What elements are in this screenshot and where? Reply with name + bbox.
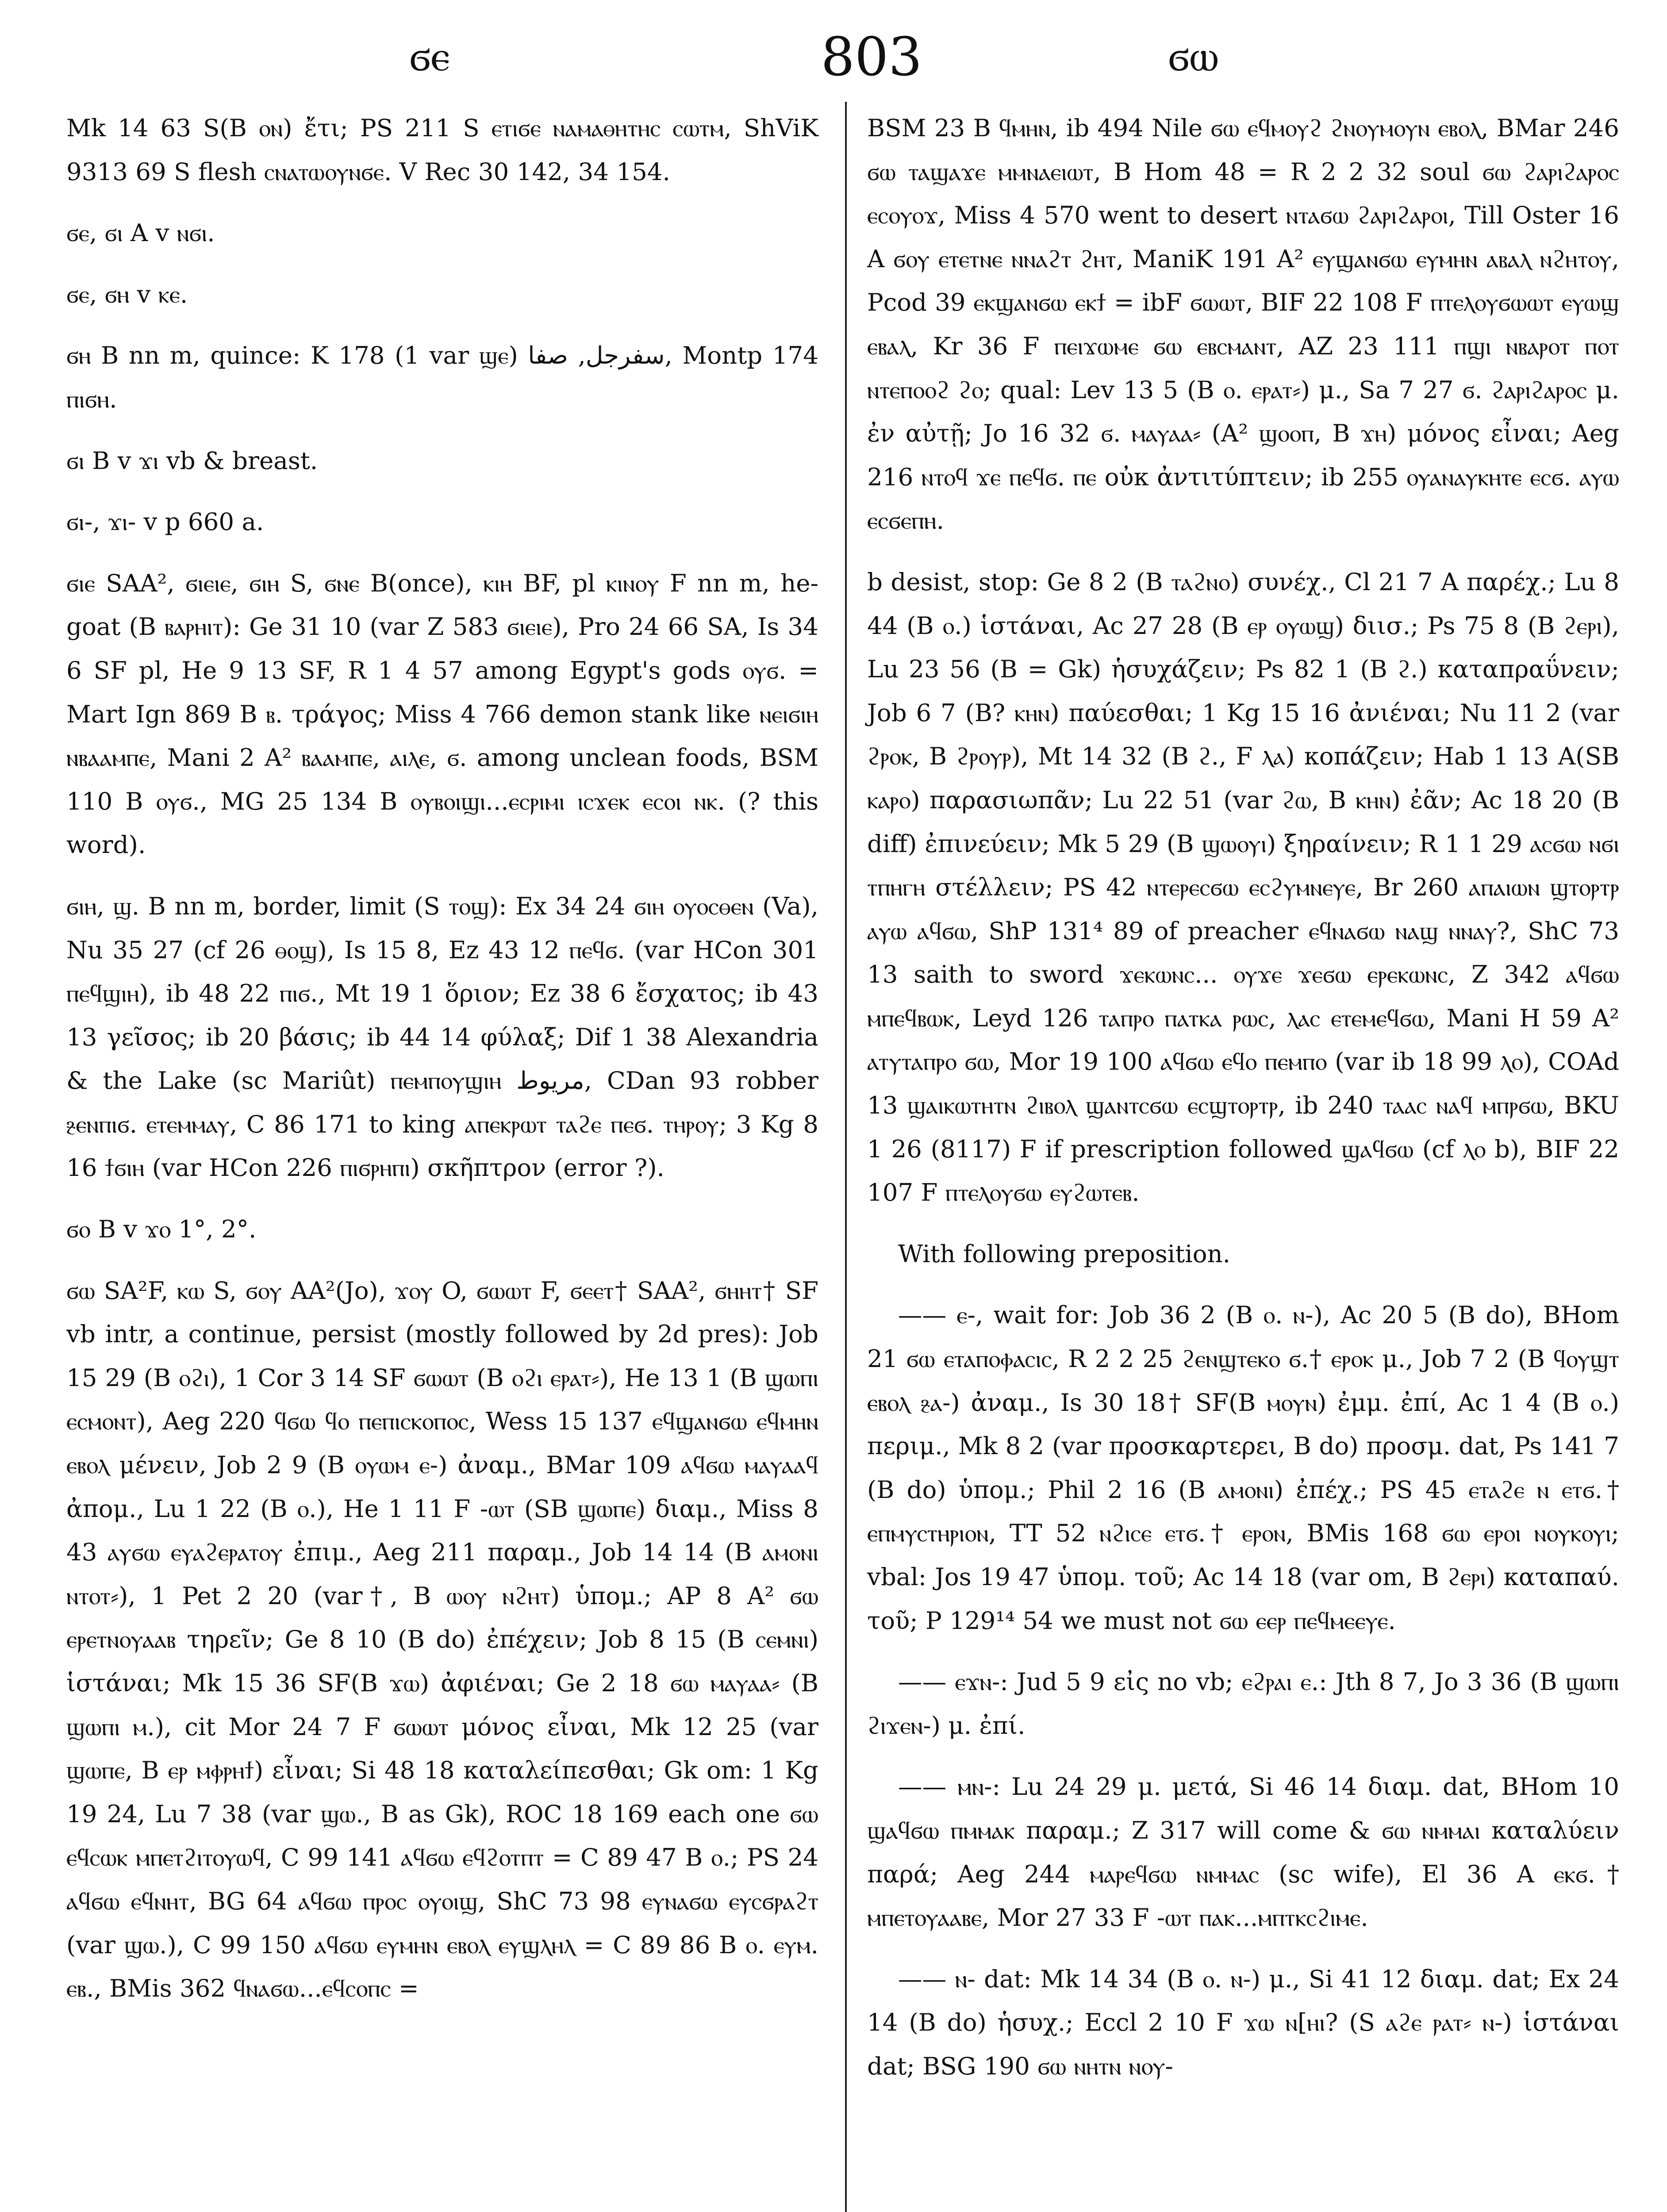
section-heading-prepositions: With following preposition.	[898, 1239, 1231, 1268]
entry-ci-prefix: ϭⲓ-, ϫⲓ- v p 660 a.	[66, 507, 264, 536]
entry-cih-border: ϭⲓⲏ, ϣ. B nn m, border, limit (S ⲧⲟϣ): Ex 34 24 ϭⲓⲏ ⲟⲩⲟⲥⲑⲉⲛ (Va), Nu 35 27 (cf 26 ⲑⲟϣ), Is 15 8, Ez 43 12 ⲡⲉϥϭ. (var HCon 301 ⲡⲉϥϣⲓⲏ), ib 48 22 ⲡⲓϭ., Mt 19 1 ὅριον; Ez 38 6 ἔσχατος; ib 43 13 γεῖσος; ib 20 βάσις; ib 44 14 φύλαξ; Dif 1 38 Alexandria & the Lake (sc Mariût) ⲡⲉⲙⲡⲟⲩϣⲓⲏ مريوط, CDan 93 robber ⳉⲉⲛⲡⲓϭ. ⲉⲧⲉⲙⲙⲁⲩ, C 86 171 to king ⲁⲡⲉⲕⲣⲱⲧ ⲧⲁϩⲉ ⲡⲉϭ. ⲧⲏⲣⲟⲩ; 3 Kg 8 16 ϯϭⲓⲏ (var HCon 226 ⲡⲓϭⲣⲏⲡⲓ) σκῆπτρον (error ?).	[66, 891, 818, 1182]
left-column	[66, 106, 818, 2028]
right-column	[867, 106, 1619, 2106]
entry-continuation: Mk 14 63 S(B ⲟⲛ) ἔτι; PS 211 S ⲉⲧⲓϭⲉ ⲛⲁⲙⲁⲑⲏⲧⲏⲥ ⲥⲱⲧⲙ, ShViK 9313 69 S flesh ⲥⲛⲁⲧⲱⲟⲩⲛϭⲉ. V Rec 30 142, 34 154.	[66, 114, 818, 186]
header-left-headword: ϭⲉ	[409, 31, 450, 81]
dictionary-page	[66, 18, 1667, 2212]
entry-cw-continuation: BSM 23 B ϥⲙⲏⲛ, ib 494 Nile ϭⲱ ⲉϥⲙⲟⲩϩ ϩⲛⲟⲩⲙⲟⲩⲛ ⲉⲃⲟⲗ, BMar 246 ϭⲱ ⲧⲁϣⲁϫⲉ ⲙⲙⲛⲁⲉⲓⲱⲧ, B Hom 48 = R 2 2 32 soul ϭⲱ ϩⲁⲣⲓϩⲁⲣⲟⲥ ⲉⲥⲟⲩⲟϫ, Miss 4 570 went to desert ⲛⲧⲁϭⲱ ϩⲁⲣⲓϩⲁⲣⲟⲓ, Till Oster 16 A ϭⲟⲩ ⲉⲧⲉⲧⲛⲉ ⲛⲛⲁϩⲧ ϩⲏⲧ, ManiK 191 A² ⲉⲩϣⲁⲛϭⲱ ⲉⲩⲙⲏⲛ ⲁⲃⲁⲗ ⲛϩⲏⲧⲟⲩ, Pcod 39 ⲉⲕϣⲁⲛϭⲱ ⲉⲕϯ = ibF ϭⲱⲱⲧ, BIF 22 108 F ⲡⲧⲉⲗⲟⲩϭⲱⲱⲧ ⲉⲩⲱϣ ⲉⲃⲁⲗ, Kr 36 F ⲡⲉⲓϫⲱⲙⲉ ϭⲱ ⲉⲃⲥⲙⲁⲛⲧ, AZ 23 111 ⲡϣⲓ ⲛⲃⲁⲣⲟⲧ ⲡⲟⲧ ⲛⲧⲉⲡⲟⲟϩ ϩⲟ; qual: Lev 13 5 (B ⲟ. ⲉⲣⲁⲧ⸗) μ., Sa 7 27 ϭ. ϩⲁⲣⲓϩⲁⲣⲟⲥ μ. ἐν αὐτῇ; Jo 16 32 ϭ. ⲙⲁⲩⲁⲁ⸗ (A² ϣⲟⲟⲡ, B ϫⲏ) μόνος εἶναι; Aeg 216 ⲛⲧⲟϥ ϫⲉ ⲡⲉϥϭ. ⲡⲉ οὐκ ἀντιτύπτειν; ib 255 ⲟⲩⲁⲛⲁⲩⲕⲏⲧⲉ ⲉⲥϭ. ⲁⲩⲱ ⲉⲥϭⲉⲡⲏ.	[867, 114, 1619, 535]
entry-cw-desist: b desist, stop: Ge 8 2 (B ⲧⲁϩⲛⲟ) συνέχ., Cl 21 7 A παρέχ.; Lu 8 44 (B ⲟ.) ἱστάναι, Ac 27 28 (B ⲉⲣ ⲟⲩⲱϣ) διισ.; Ps 75 8 (B ϩⲉⲣⲓ), Lu 23 56 (B = Gk) ἡσυχάζειν; Ps 82 1 (B ϩ.) καταπραΰνειν; Job 6 7 (B? ⲕⲏⲛ) παύεσθαι; 1 Kg 15 16 ἀνιέναι; Nu 11 2 (var ϩⲣⲟⲕ, B ϩⲣⲟⲩⲣ), Mt 14 32 (B ϩ., F ⲗⲁ) κοπάζειν; Hab 1 13 A(SB ⲕⲁⲣⲟ) παρασιωπᾶν; Lu 22 51 (var ϩⲱ, B ⲕⲏⲛ) ἐᾶν; Ac 18 20 (B diff) ἐπινεύειν; Mk 5 29 (B ϣⲱⲟⲩⲓ) ξηραίνειν; R 1 1 29 ⲁⲥϭⲱ ⲛϭⲓ ⲧⲡⲏⲅⲏ στέλλειν; PS 42 ⲛⲧⲉⲣⲉⲥϭⲱ ⲉⲥϩⲩⲙⲛⲉⲩⲉ, Br 260 ⲁⲡⲁⲓⲱⲛ ϣⲧⲟⲣⲧⲣ ⲁⲩⲱ ⲁϥϭⲱ, ShP 131⁴ 89 of preacher ⲉϥⲛⲁϭⲱ ⲛⲁϣ ⲛⲛⲁⲩ?, ShC 73 13 saith to sword ϫⲉⲕⲱⲛⲥ... ⲟⲩϫⲉ ϫⲉϭⲱ ⲉⲣⲉⲕⲱⲛⲥ, Z 342 ⲁϥϭⲱ ⲙⲡⲉϥⲃⲱⲕ, Leyd 126 ⲧⲁⲡⲣⲟ ⲡⲁⲧⲕⲁ ⲣⲱⲥ, ⲗⲁⲥ ⲉⲧⲉⲙⲉϥϭⲱ, Mani H 59 A² ⲁⲧⲩⲧⲁⲡⲣⲟ ϭⲱ, Mor 19 100 ⲁϥϭⲱ ⲉϥⲟ ⲡⲉⲙⲡⲟ (var ib 18 99 ⲗⲟ), COAd 13 ϣⲁⲓⲕⲱⲧⲏⲧⲛ ϩⲓⲃⲟⲗ ϣⲁⲛⲧⲥϭⲱ ⲉⲥϣⲧⲟⲣⲧⲣ, ib 240 ⲧⲁⲁⲥ ⲛⲁϥ ⲙⲡⲣϭⲱ, BKU 1 26 (8117) F if prescription followed ϣⲁϥϭⲱ (cf ⲗⲟ b), BIF 22 107 F ⲡⲧⲉⲗⲟⲩϭⲱ ⲉⲩϩⲱⲧⲉⲃ.	[867, 567, 1619, 1207]
entry-co: ϭⲟ B v ϫⲟ 1°, 2°.	[66, 1215, 257, 1244]
page-header	[66, 18, 1659, 106]
entry-ce-ci: ϭⲉ, ϭⲓ A v ⲛϭⲓ.	[66, 219, 215, 247]
entry-cw-mn: —— ⲙⲛ-: Lu 24 29 μ. μετά, Si 46 14 διαμ. dat, BHom 10 ϣⲁϥϭⲱ ⲡⲙⲙⲁⲕ παραμ.; Z 317 will come & ϭⲱ ⲛⲙⲙⲁⲓ καταλύειν παρά; Aeg 244 ⲙⲁⲣⲉϥϭⲱ ⲛⲙⲙⲁⲥ (sc wife), El 36 A ⲉⲕϭ.† ⲙⲡⲉⲧⲟⲩⲁⲁⲃⲉ, Mor 27 33 F -ⲱⲧ ⲡⲁⲕ...ⲙⲡⲧⲕⲥϩⲓⲙⲉ.	[867, 1772, 1619, 1932]
entry-ci: ϭⲓ B v ϫⲓ vb & breast.	[66, 446, 318, 475]
header-right-headword: ϭⲱ	[1168, 31, 1219, 81]
entry-cie-he-goat: ϭⲓⲉ SAA², ϭⲓⲉⲓⲉ, ϭⲓⲏ S, ϭⲛⲉ B(once), ⲕⲓⲏ BF, pl ⲕⲓⲛⲟⲩ F nn m, he-goat (B ⲃⲁⲣⲏⲓⲧ): Ge 31 10 (var Z 583 ϭⲓⲉⲓⲉ), Pro 24 66 SA, Is 34 6 SF pl, He 9 13 SF, R 1 4 57 among Egypt's gods ⲟⲩϭ. = Mart Ign 869 B ⲃ. τράγος; Miss 4 766 demon stank like ⲛⲉⲓϭⲓⲏ ⲛⲃⲁⲁⲙⲡⲉ, Mani 2 A² ⲃⲁⲁⲙⲡⲉ, ⲁⲓⲗⲉ, ϭ. among unclean foods, BSM 110 B ⲟⲩϭ., MG 25 134 B ⲟⲩⲃⲟⲓϣⲓ...ⲉⲥⲣⲓⲙⲓ ⲓⲥϫⲉⲕ ⲉⲥⲟⲓ ⲛⲕ. (? this word).	[66, 568, 818, 859]
entry-cw-ejn: —— ⲉϫⲛ-: Jud 5 9 εἰς no vb; ⲉϩⲣⲁⲓ ⲉ.: Jth 8 7, Jo 3 36 (B ϣⲱⲡⲓ ϩⲓϫⲉⲛ-) μ. ἐπί.	[867, 1667, 1619, 1740]
entry-cw-n-dat: —— ⲛ- dat: Mk 14 34 (B ⲟ. ⲛ-) μ., Si 41 12 διαμ. dat; Ex 24 14 (B do) ἡσυχ.; Eccl 2 10 F ϫⲱ ⲛ[ⲏⲓ? (S ⲁϩⲉ ⲣⲁⲧ⸗ ⲛ-) ἱστάναι dat; BSG 190 ϭⲱ ⲛⲏⲧⲛ ⲛⲟⲩ-	[867, 1964, 1619, 2080]
entry-ce-ch: ϭⲉ, ϭⲏ v ⲕⲉ.	[66, 280, 188, 308]
entry-cw-e: —— ⲉ-, wait for: Job 36 2 (B ⲟ. ⲛ-), Ac 20 5 (B do), BHom 21 ϭⲱ ⲉⲧⲁⲡⲟⲫⲁⲥⲓⲥ, R 2 2 25 ϩⲉⲛϣⲧⲉⲕⲟ ϭ.† ⲉⲣⲟⲕ μ., Job 7 2 (B ϥⲟⲩϣⲧ ⲉⲃⲟⲗ ⳉⲁ-) ἀναμ., Is 30 18† SF(B ⲙⲟⲩⲛ) ἐμμ. ἐπί, Ac 1 4 (B ⲟ.) περιμ., Mk 8 2 (var προσκαρτερει, B do) προσμ. dat, Ps 141 7 (B do) ὑπομ.; Phil 2 16 (B ⲁⲙⲟⲛⲓ) ἐπέχ.; PS 45 ⲉⲧⲁϩⲉ ⲛ ⲉⲧϭ.† ⲉⲡⲙⲩⲥⲧⲏⲣⲓⲟⲛ, TT 52 ⲛϩⲓⲥⲉ ⲉⲧϭ.† ⲉⲣⲟⲛ, BMis 168 ϭⲱ ⲉⲣⲟⲓ ⲛⲟⲩⲕⲟⲩⲓ; vbal: Jos 19 47 ὑπομ. τοῦ; Ac 14 18 (var om, B ϩⲉⲣⲓ) καταπαύ. τοῦ; P 129¹⁴ 54 we must not ϭⲱ ⲉⲉⲣ ⲡⲉϥⲙⲉⲉⲩⲉ.	[867, 1301, 1619, 1635]
entry-ch-quince: ϭⲏ B nn m, quince: K 178 (1 var ϣⲉ) سفرجل, صفا, Montp 174 ⲡⲓϭⲏ.	[66, 341, 818, 413]
column-divider	[845, 102, 847, 2212]
page-number: 803	[821, 27, 922, 88]
entry-cw-continue: ϭⲱ SA²F, ⲕⲱ S, ϭⲟⲩ AA²(Jo), ϫⲟⲩ O, ϭⲱⲱⲧ F, ϭⲉⲉⲧ† SAA², ϭⲏⲏⲧ† SF vb intr, a continue, persist (mostly followed by 2d pres): Job 15 29 (B ⲟϩⲓ), 1 Cor 3 14 SF ϭⲱⲱⲧ (B ⲟϩⲓ ⲉⲣⲁⲧ⸗), He 13 1 (B ϣⲱⲡⲓ ⲉⲥⲙⲟⲛⲧ), Aeg 220 ϥϭⲱ ϥⲟ ⲡⲉⲡⲓⲥⲕⲟⲡⲟⲥ, Wess 15 137 ⲉϥϣⲁⲛϭⲱ ⲉϥⲙⲏⲛ ⲉⲃⲟⲗ μένειν, Job 2 9 (B ⲟⲩⲱⲙ ⲉ-) ἀναμ., BMar 109 ⲁϥϭⲱ ⲙⲁⲩⲁⲁϥ ἀπομ., Lu 1 22 (B ⲟ.), He 1 11 F -ⲱⲧ (SB ϣⲱⲡⲉ) διαμ., Miss 8 43 ⲁⲩϭⲱ ⲉⲩⲁϩⲉⲣⲁⲧⲟⲩ ἐπιμ., Aeg 211 παραμ., Job 14 14 (B ⲁⲙⲟⲛⲓ ⲛⲧⲟⲧ⸗), 1 Pet 2 20 (var†, B ⲱⲟⲩ ⲛϩⲏⲧ) ὑπομ.; AP 8 A² ϭⲱ ⲉⲣⲉⲧⲛⲟⲩⲁⲁⲃ τηρεῖν; Ge 8 10 (B do) ἐπέχειν; Job 8 15 (B ⲥⲉⲙⲛⲓ) ἱστάναι; Mk 15 36 SF(B ϫⲱ) ἀφιέναι; Ge 2 18 ϭⲱ ⲙⲁⲩⲁⲁ⸗ (B ϣⲱⲡⲓ ⲙ.), cit Mor 24 7 F ϭⲱⲱⲧ μόνος εἶναι, Mk 12 25 (var ϣⲱⲡⲉ, B ⲉⲣ ⲙⲫⲣⲏϯ) εἶναι; Si 48 18 καταλείπεσθαι; Gk om: 1 Kg 19 24, Lu 7 38 (var ϣⲱ., B as Gk), ROC 18 169 each one ϭⲱ ⲉϥⲥⲱⲕ ⲙⲡⲉⲧϩⲓⲧⲟⲩⲱϥ, C 99 141 ⲁϥϭⲱ ⲉϥϩⲟⲧⲡⲧ = C 89 47 B ⲟ.; PS 24 ⲁϥϭⲱ ⲉϥⲛⲏⲧ, BG 64 ⲁϥϭⲱ ⲡⲣⲟⲥ ⲟⲩⲟⲓϣ, ShC 73 98 ⲉⲩⲛⲁϭⲱ ⲉⲩⲥϭⲣⲁϩⲧ (var ϣⲱ.), C 99 150 ⲁϥϭⲱ ⲉⲩⲙⲏⲛ ⲉⲃⲟⲗ ⲉⲩϣⲗⲏⲗ = C 89 86 B ⲟ. ⲉⲩⲙ. ⲉⲃ., BMis 362 ϥⲛⲁϭⲱ...ⲉϥⲥⲟⲡⲥ =	[66, 1276, 818, 2003]
